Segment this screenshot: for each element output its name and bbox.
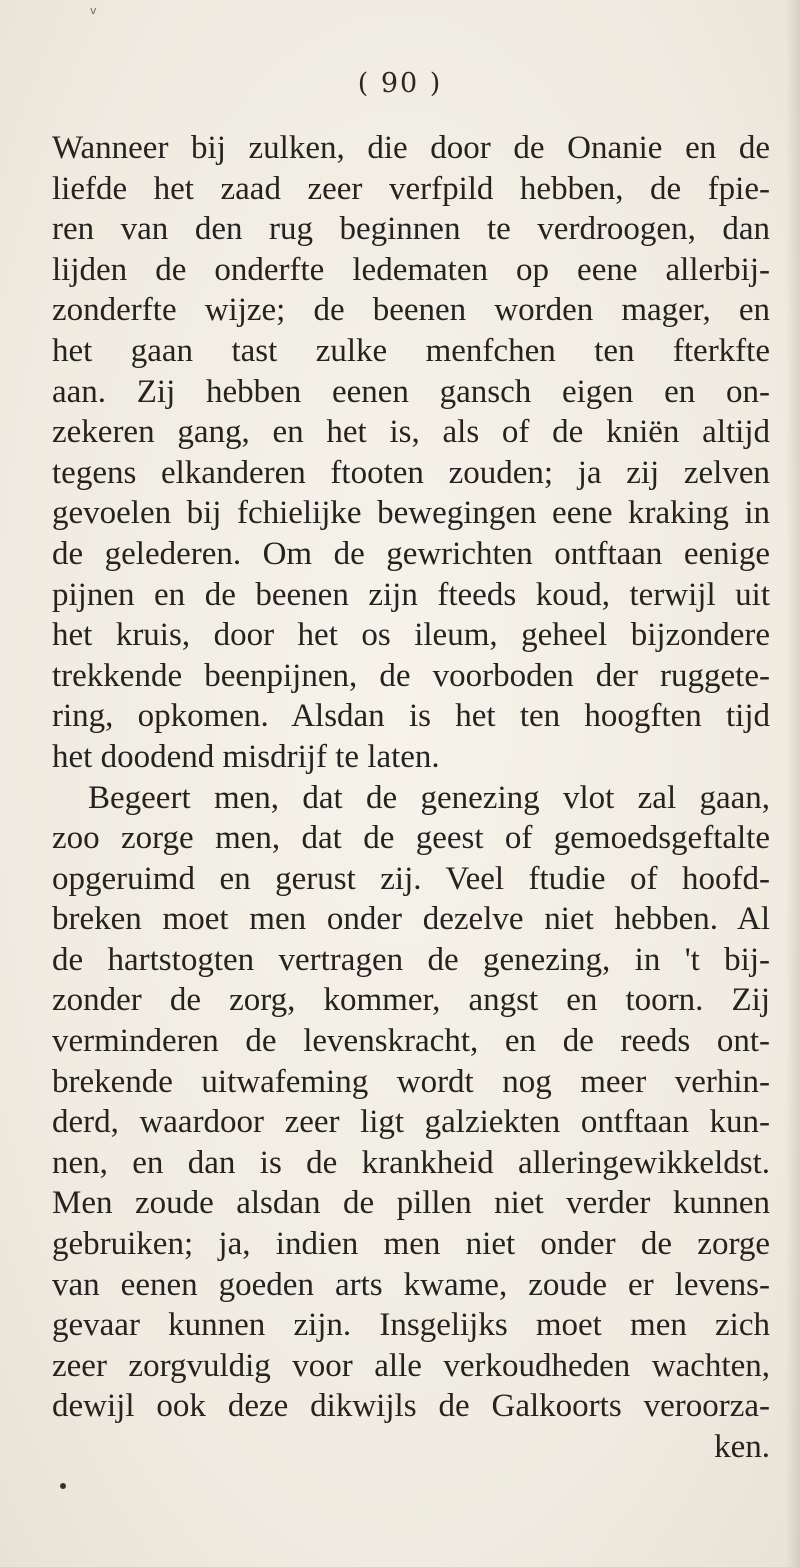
text-line: ren van den rug beginnen te verdroogen, dan [52,211,770,248]
text-line: zekeren gang, en het is, als of de kniën altijd [52,414,770,451]
text-line: nen, en dan is de krankheid alleringewikkeldst. [52,1144,770,1181]
text-line: van eenen goeden arts kwame, zoude er levens- [52,1266,770,1303]
text-line: gevoelen bij fchielijke bewegingen eene kraking in [52,495,770,532]
page-edge-shadow [786,0,800,1567]
text-line: zonder de zorg, kommer, angst en toorn. Zij [52,982,770,1019]
paragraph-end-line: het doodend misdrijf te laten. [52,738,440,775]
text-line: Men zoude alsdan de pillen niet verder kunnen [52,1185,770,1222]
text-line: breken moet men onder dezelve niet hebben. Al [52,901,770,938]
text-line: de gelederen. Om de gewrichten ontftaan eenige [52,535,770,572]
text-line: lijden de onderfte ledematen op eene allerbij- [52,251,770,288]
text-line: het gaan tast zulke menfchen ten fterkfte [52,332,770,369]
text-line: dewijl ook deze dikwijls de Galkoorts veroorza- [52,1388,770,1425]
text-line: het kruis, door het os ileum, geheel bijzondere [52,617,770,654]
ink-speck [60,1483,66,1489]
text-line: opgeruimd en gerust zij. Veel ftudie of hoofd- [52,860,770,897]
paragraph-start-line: Begeert men, dat de genezing vlot zal gaan, [88,779,770,816]
text-line: zonderfte wijze; de beenen worden mager, en [52,292,770,329]
catchword: ken. [714,1429,770,1465]
text-line: brekende uitwafeming wordt nog meer verhin- [52,1063,770,1100]
text-line: ring, opkomen. Alsdan is het ten hoogften tijd [52,698,770,735]
text-line: liefde het zaad zeer verfpild hebben, de fpie- [52,170,770,207]
corner-mark: v [90,4,97,17]
text-line: trekkende beenpijnen, de voorboden der ruggete- [52,657,770,694]
text-line: gebruiken; ja, indien men niet onder de zorge [52,1226,770,1263]
text-line: zeer zorgvuldig voor alle verkoudheden wachten, [52,1347,770,1384]
text-line: verminderen de levenskracht, en de reeds ont- [52,1023,770,1060]
text-line: aan. Zij hebben eenen gansch eigen en on- [52,373,770,410]
text-line: Wanneer bij zulken, die door de Onanie en de [52,130,770,166]
body-text [52,128,770,1468]
text-line: de hartstogten vertragen de genezing, in 't bij- [52,941,770,978]
text-line: zoo zorge men, dat de geest of gemoedsgeftalte [52,820,770,857]
text-line: gevaar kunnen zijn. Insgelijks moet men zich [52,1307,770,1344]
text-line: tegens elkanderen ftooten zouden; ja zij zelven [52,454,770,491]
page-number: ( 90 ) [357,68,443,99]
text-line: derd, waardoor zeer ligt galziekten ontftaan kun- [52,1104,770,1141]
text-line: pijnen en de beenen zijn fteeds koud, terwijl uit [52,576,770,613]
